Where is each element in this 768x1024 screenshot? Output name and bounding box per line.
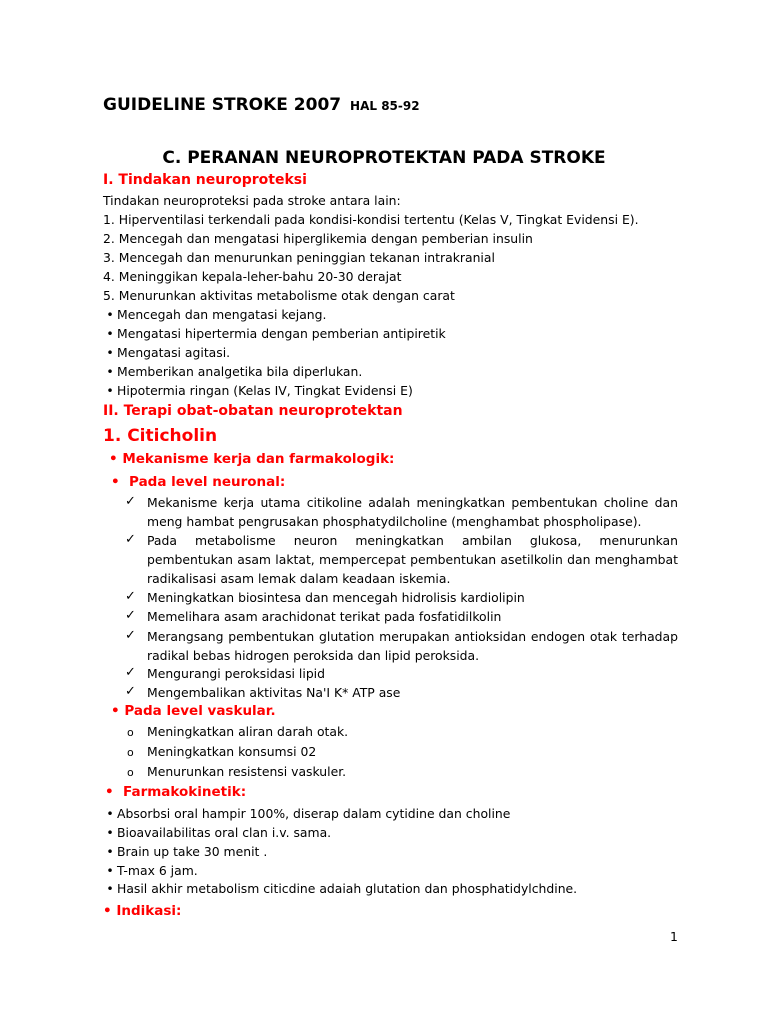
bullet-dot-icon: •: [111, 474, 130, 490]
part2-heading: II. Terapi obat-obatan neuroprotektan: [103, 403, 403, 419]
bullet-dot-icon: •: [106, 844, 114, 859]
bullet-item: • Mengatasi agitasi.: [103, 345, 230, 360]
checkmark-icon: ✓: [125, 608, 136, 623]
bullet-item: • Memberikan analgetika bila diperlukan.: [103, 364, 362, 379]
neuronal-heading: • Pada level neuronal:: [111, 474, 286, 490]
checkmark-icon: ✓: [125, 665, 136, 680]
vascular-heading: • Pada level vaskular.: [111, 703, 276, 719]
section-title: C. PERANAN NEUROPROTEKTAN PADA STROKE: [162, 148, 606, 168]
vascular-item: o Meningkatkan konsumsi 02: [127, 744, 317, 759]
drug-title: 1. Citicholin: [103, 426, 218, 446]
bullet-item: • Mengatasi hipertermia dengan pemberian antipiretik: [103, 326, 446, 341]
numbered-item-2: 2. Mencegah dan mengatasi hiperglikemia dengan pemberian insulin: [103, 231, 533, 246]
check-item: ✓ Mekanisme kerja utama citikoline adalah meningkatkan pembentukan choline dan meng hambat pengrusakan phosphatydilcholine (menghambat phospholipase).: [125, 494, 678, 529]
vascular-item: o Menurunkan resistensi vaskuler.: [127, 764, 347, 779]
pharmacokinetic-item: • T-max 6 jam.: [103, 863, 198, 878]
pharmacokinetic-item: • Absorbsi oral hampir 100%, diserap dalam cytidine dan choline: [103, 806, 510, 821]
bullet-item: • Mencegah dan mengatasi kejang.: [103, 307, 326, 322]
bullet-item: • Hipotermia ringan (Kelas IV, Tingkat Evidensi E): [103, 383, 413, 398]
document-title-text: GUIDELINE STROKE 2007: [103, 95, 342, 115]
pharmacokinetic-heading: • Farmakokinetik:: [105, 784, 247, 800]
circle-bullet-icon: o: [127, 766, 134, 779]
check-item: ✓ Memelihara asam arachidonat terikat pada fosfatidilkolin: [125, 608, 502, 624]
numbered-item-4: 4. Meninggikan kepala-leher-bahu 20-30 derajat: [103, 269, 402, 284]
bullet-dot-icon: •: [106, 383, 114, 398]
checkmark-icon: ✓: [125, 532, 136, 547]
bullet-dot-icon: •: [106, 806, 114, 821]
numbered-item-1: 1. Hiperventilasi terkendali pada kondisi-kondisi tertentu (Kelas V, Tingkat Evidensi E).: [103, 212, 639, 227]
numbered-item-5: 5. Menurunkan aktivitas metabolisme otak dengan carat: [103, 288, 455, 303]
bullet-dot-icon: •: [106, 881, 114, 896]
document-title: [103, 95, 420, 115]
page-range: HAL 85-92: [350, 99, 420, 113]
bullet-dot-icon: •: [106, 863, 114, 878]
bullet-dot-icon: •: [106, 345, 114, 360]
check-item: ✓ Merangsang pembentukan glutation merupakan antioksidan endogen otak terhadap radikal bebas hidrogen peroksida dan lipid peroksida.: [125, 628, 678, 663]
bullet-dot-icon: •: [106, 825, 114, 840]
vascular-item: o Meningkatkan aliran darah otak.: [127, 724, 349, 739]
circle-bullet-icon: o: [127, 746, 134, 759]
pharmacokinetic-item: • Brain up take 30 menit .: [103, 844, 267, 859]
bullet-dot-icon: •: [106, 307, 114, 322]
checkmark-icon: ✓: [125, 494, 136, 509]
bullet-dot-icon: •: [105, 784, 124, 800]
page-number: 1: [670, 929, 678, 944]
pharmacokinetic-item: • Bioavailabilitas oral clan i.v. sama.: [103, 825, 331, 840]
check-item: ✓ Meningkatkan biosintesa dan mencegah hidrolisis kardiolipin: [125, 589, 525, 605]
bullet-dot-icon: •: [106, 364, 114, 379]
mechanism-heading: • Mekanisme kerja dan farmakologik:: [109, 451, 395, 467]
checkmark-icon: ✓: [125, 628, 136, 643]
bullet-dot-icon: •: [111, 703, 125, 719]
check-item: ✓ Mengembalikan aktivitas Na'I K* ATP ase: [125, 684, 401, 700]
checkmark-icon: ✓: [125, 589, 136, 604]
circle-bullet-icon: o: [127, 726, 134, 739]
checkmark-icon: ✓: [125, 684, 136, 699]
check-item: ✓ Pada metabolisme neuron meningkatkan ambilan glukosa, menurunkan pembentukan asam laktat, mempercepat pembentukan asetilkolin dan menghambat radikalisasi asam lemak dalam keadaan iskemia.: [125, 532, 678, 586]
bullet-dot-icon: •: [103, 903, 117, 919]
check-item: ✓ Mengurangi peroksidasi lipid: [125, 665, 325, 681]
numbered-item-3: 3. Mencegah dan menurunkan peninggian tekanan intrakranial: [103, 250, 495, 265]
pharmacokinetic-item: • Hasil akhir metabolism citicdine adaiah glutation dan phosphatidylchdine.: [103, 881, 577, 896]
part1-heading: I. Tindakan neuroproteksi: [103, 172, 307, 188]
bullet-dot-icon: •: [109, 451, 123, 467]
bullet-dot-icon: •: [106, 326, 114, 341]
part1-intro: Tindakan neuroproteksi pada stroke antara lain:: [103, 193, 401, 208]
indication-heading: • Indikasi:: [103, 903, 182, 919]
